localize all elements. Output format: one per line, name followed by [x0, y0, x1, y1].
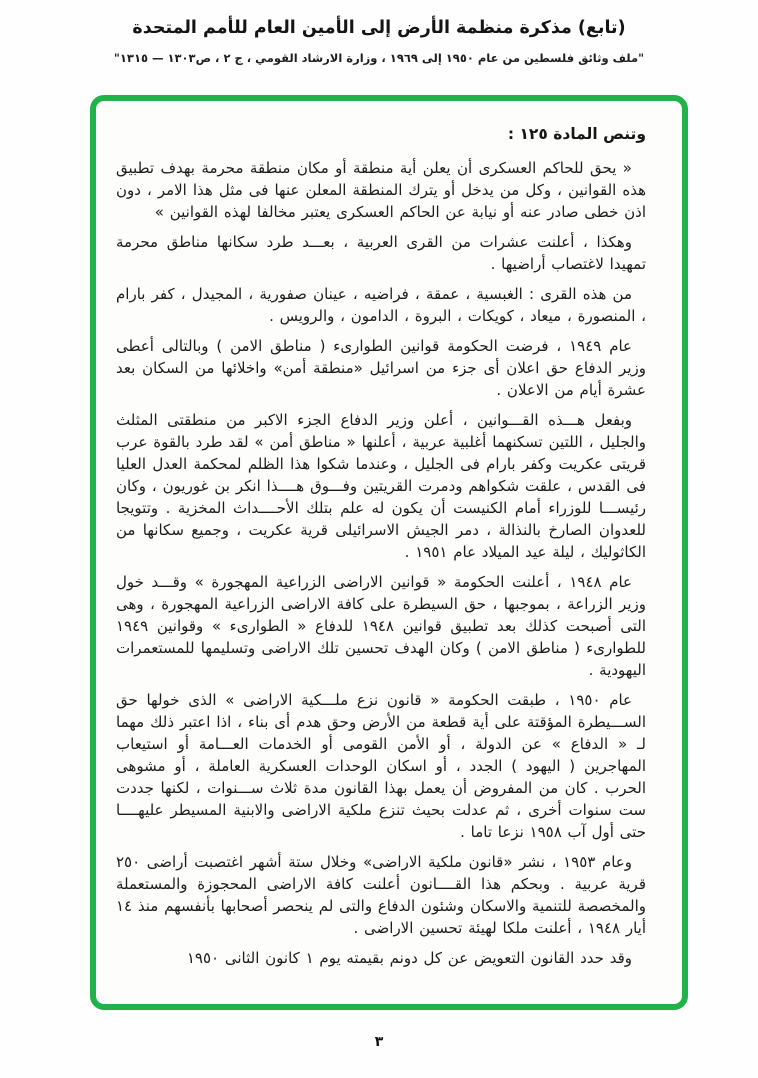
document-header	[0, 18, 758, 65]
article-paragraph-8: وعام ١٩٥٣ ، نشر «قانون ملكية الاراضى» وخلال ستة أشهر اغتصبت أراضى ٢٥٠ قرية عربية . وبحكم هذا القــــانون أعلنت كافة الاراضى المحجوزة والمستعملة والمخصصة للتنمية والاسكان وشئون الدفاع والتى لم ينحصر أصحابها بأنفسهم منذ ١٤ أيار ١٩٤٨ ، أعلنت ملكا لهيئة تحسين الاراضى .	[116, 853, 646, 937]
article-paragraph-1: « يحق للحاكم العسكرى أن يعلن أية منطقة أو مكان منطقة محرمة بهدف تطبيق هذه القوانين ، وكل من يدخل أو يترك المنطقة المعلن عنها فى مثل هذا الامر ، دون اذن خطى صادر عنه أو نيابة عن الحاكم العسكرى يعتبر مخالفا لهذه القوانين »	[116, 159, 646, 221]
green-frame	[90, 95, 688, 1010]
article-body	[96, 101, 682, 1004]
article-paragraph-3: من هذه القرى : الغبسية ، عمقة ، فراضيه ، عينان صفورية ، المجيدل ، كفر بارام ، المنصورة ، ميعاد ، كويكات ، البروة ، الدامون ، والرويس .	[116, 285, 646, 325]
article-heading: وتنص المادة ١٢٥ :	[507, 125, 646, 143]
article-paragraph-4: عام ١٩٤٩ ، فرضت الحكومة قوانين الطوارىء ( مناطق الامن ) وبالتالى أعطى وزير الدفاع حق اعلان أى جزء من اسرائيل «منطقة أمن» واخلائها من السكان بعد عشرة أيام من الاعلان .	[116, 337, 646, 399]
article-paragraph-9: وقد حدد القانون التعويض عن كل دونم بقيمته يوم ١ كانون الثانى ١٩٥٠	[186, 949, 632, 967]
article-paragraph-7: عام ١٩٥٠ ، طبقت الحكومة « قانون نزع ملـــكية الاراضى » الذى خولها حق الســـيطرة المؤقتة على أية قطعة من الأرض وحق هدم أى بناء ، اذا اعتبر ذلك مهما لـ « الدفاع » عن الدولة ، أو الأمن القومى أو الخدمات العـــامة أو استيعاب المهاجرين ( اليهود ) الجدد ، أو اسكان الوحدات العسكرية العاملة ، أو مشوهى الحرب . كان من المفروض أن يعمل بهذا القانون مدة ثلاث ســـنوات ، لكنها جددت ست سنوات أخرى ، ثم عدلت بحيث تنزع ملكية الاراضى والابنية المسيطر عليهــــا حتى أول آب ١٩٥٨ نزعا تاما .	[116, 691, 646, 841]
document-source-line: "ملف وثائق فلسطين من عام ١٩٥٠ إلى ١٩٦٩ ، وزارة الارشاد القومي ، ج ٢ ، ص١٣٠٣ — ١٣١٥"	[113, 51, 645, 65]
article-paragraph-6: عام ١٩٤٨ ، أعلنت الحكومة « قوانين الاراضى الزراعية المهجورة » وقـــد خول وزير الزراعة ، بموجبها ، حق السيطرة على كافة الاراضى الزراعية المهجورة ، وهى التى أصبحت كذلك بعد تطبيق قوانين ١٩٤٨ للدفاع « الطوارىء » وقوانين ١٩٤٩ للطوارىء ( مناطق الامن ) وكان الهدف تحسين تلك الاراضى وتسليمها للمستعمرات اليهودية .	[116, 573, 646, 679]
article-paragraph-2: وهكذا ، أعلنت عشرات من القرى العربية ، بعـــد طرد سكانها مناطق محرمة تمهيدا لاغتصاب أراضيها .	[116, 233, 646, 273]
document-title: (تابع) مذكرة منظمة الأرض إلى الأمين العام للأمم المتحدة	[132, 18, 626, 38]
article-paragraph-5: وبفعل هـــذه القـــوانين ، أعلن وزير الدفاع الجزء الاكبر من منطقتى المثلث والجليل ، اللتين تسكنهما أغلبية عربية ، أعلنها « مناطق أمن » لقد طرد بالقوة عرب قريتى عكريت وكفر بارام فى الجليل ، وعندما شكوا هذا الظلم لمحكمة العدل العليا فى القدس ، علقت شكواهم ودمرت القريتين وفـــوق هــــذا انكر بن غوريون ، وكان رئيســـا للوزراء أمام الكنيست أن يكون له علم بتلك الأحــــداث المخزية . وتتويجا للعدوان الصارخ بالنذالة ، دمر الجيش الاسرائيلى قرية عكريت ، وجميع سكانها من الكاثوليك ، ليلة عيد الميلاد عام ١٩٥١ .	[116, 411, 646, 561]
page-number: ٣	[374, 1034, 384, 1050]
